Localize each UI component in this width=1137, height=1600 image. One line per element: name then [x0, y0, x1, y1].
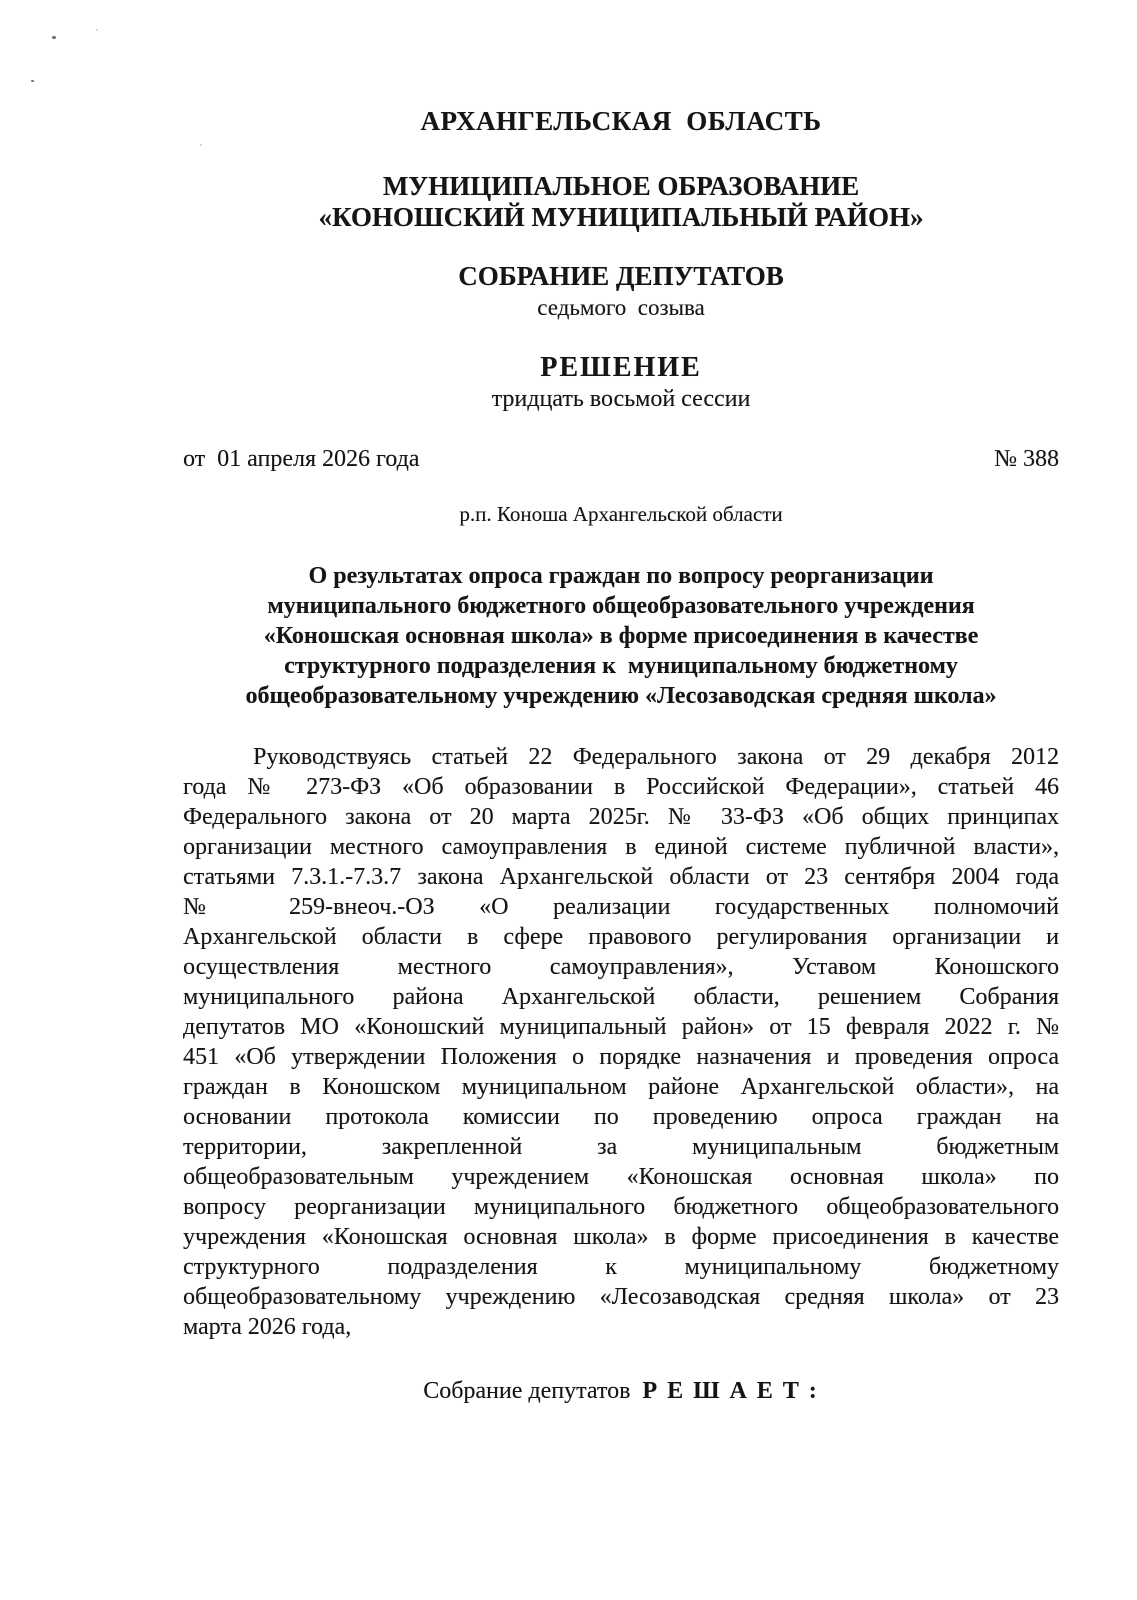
body-text-line: года № 273-ФЗ «Об образовании в Российской Федерации», статьей 46 — [183, 774, 1059, 800]
header-municipality-line1: МУНИЦИПАЛЬНОЕ ОБРАЗОВАНИЕ — [382, 171, 860, 201]
subject-title-line: «Коношская основная школа» в форме присоединения в качестве — [263, 623, 979, 649]
body-text-line: № 259-внеоч.-ОЗ «О реализации государственных полномочий — [183, 894, 1059, 920]
doc-number: № 388 — [994, 446, 1059, 472]
body-text-line: структурного подразделения к муниципальному бюджетному — [183, 1254, 1059, 1280]
resolution-prefix: Собрание депутатов — [423, 1378, 631, 1404]
resolution-line — [183, 1376, 1059, 1406]
doc-date: от 01 апреля 2026 года — [183, 446, 420, 472]
body-paragraph — [183, 742, 1059, 1342]
subject-title-line: структурного подразделения к муниципальному бюджетному — [284, 653, 958, 679]
body-text-line: статьями 7.3.1.-7.3.7 закона Архангельской области от 23 сентября 2004 года — [183, 864, 1059, 890]
body-text-line: осуществления местного самоуправления», Уставом Коношского — [183, 954, 1059, 980]
scan-speckle — [52, 36, 56, 39]
subject-title-line: общеобразовательному учреждению «Лесозаводская средняя школа» — [245, 683, 997, 709]
header-assembly-line: СОБРАНИЕ ДЕПУТАТОВ — [458, 261, 784, 291]
doc-type-title: РЕШЕНИЕ — [540, 352, 702, 383]
body-text-line: учреждения «Коношская основная школа» в форме присоединения в качестве — [183, 1224, 1059, 1250]
place-line: р.п. Коноша Архангельской области — [459, 502, 783, 526]
body-text-line: общеобразовательным учреждением «Коношская основная школа» по — [183, 1164, 1059, 1190]
body-text-line: территории, закрепленной за муниципальным бюджетным — [183, 1134, 1059, 1160]
subject-title-line: муниципального бюджетного общеобразовательного учреждения — [267, 593, 975, 619]
scan-speckle — [31, 80, 34, 82]
scan-speckle — [96, 29, 98, 31]
body-text-line: марта 2026 года, — [183, 1314, 352, 1340]
header-region-line: АРХАНГЕЛЬСКАЯ ОБЛАСТЬ — [420, 106, 822, 136]
body-text-line: Архангельской области в сфере правового регулирования организации и — [183, 924, 1059, 950]
session-line: тридцать восьмой сессии — [491, 386, 751, 412]
body-text-line: депутатов МО «Коношский муниципальный район» от 15 февраля 2022 г. № — [183, 1014, 1059, 1040]
body-text-line: вопросу реорганизации муниципального бюджетного общеобразовательного — [183, 1194, 1059, 1220]
date-number-row — [183, 445, 1059, 473]
header-convocation-line: седьмого созыва — [537, 295, 705, 320]
body-text-line: Федерального закона от 20 марта 2025г. № 33-ФЗ «Об общих принципах — [183, 804, 1059, 830]
body-text-line: муниципального района Архангельской области, решением Собрания — [183, 984, 1059, 1010]
document-content — [183, 0, 1059, 1406]
body-text-line: организации местного самоуправления в единой системе публичной власти», — [183, 834, 1059, 860]
body-text-line: граждан в Коношском муниципальном районе Архангельской области», на — [183, 1074, 1059, 1100]
body-text-line: основании протокола комиссии по проведению опроса граждан на — [183, 1104, 1059, 1130]
body-text-line: 451 «Об утверждении Положения о порядке назначения и проведения опроса — [183, 1044, 1059, 1070]
header-municipality-line2: «КОНОШСКИЙ МУНИЦИПАЛЬНЫЙ РАЙОН» — [318, 202, 924, 232]
resolution-verb: Р Е Ш А Е Т : — [642, 1378, 819, 1404]
body-text-line: Руководствуясь статьей 22 Федерального закона от 29 декабря 2012 — [253, 744, 1059, 770]
subject-title-line: О результатах опроса граждан по вопросу реорганизации — [308, 563, 934, 589]
subject-title — [183, 561, 1059, 711]
body-text-line: общеобразовательному учреждению «Лесозаводская средняя школа» от 23 — [183, 1284, 1059, 1310]
